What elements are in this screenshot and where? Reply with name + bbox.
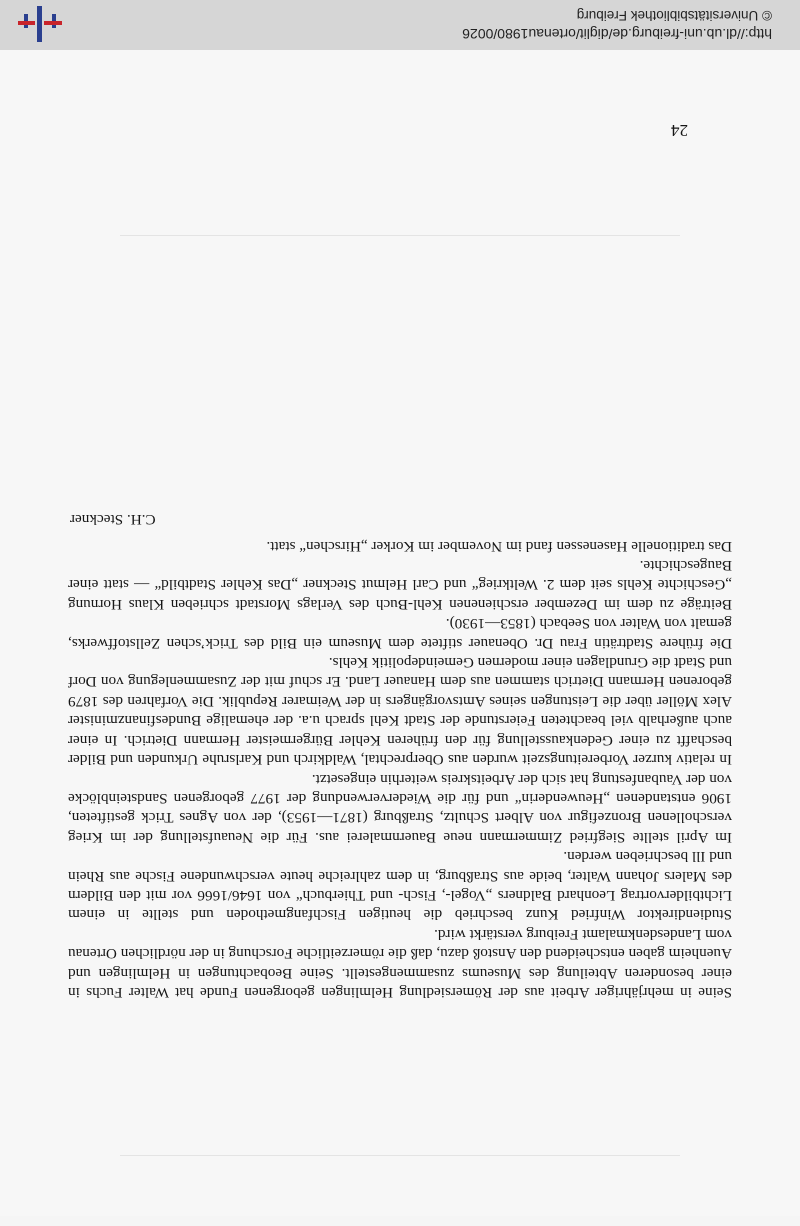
show-through-line [120, 1155, 680, 1156]
footer-bar [0, 0, 800, 50]
paragraph: Die frühere Stadträtin Frau Dr. Obenauer stiftete dem Museum ein Bild des Trick’schen Zellstoffwerks, gemalt von Walter von Seebach (1853—1930). [68, 615, 732, 652]
paragraph: Im April stellte Siegfried Zimmermann neue Bauernmalerei aus. Für die Neuaufstellung der im Krieg verschollenen Bronzefigur von Albert Schultz, Straßburg (1871—1953), der von Agnes Trick gestifteten, 1906 entstandenen „Heuwenderin“ und für die Wiederverwendung der 1977 geborgenen Sandsteinblöcke von der Vaubanfestung hat sich der Arbeitskreis weiterhin eingesetzt. [68, 770, 732, 846]
paragraph: Das traditionelle Hasenessen fand im November im Korker „Hirschen“ statt. [266, 537, 732, 555]
paragraph: Seine in mehrjähriger Arbeit aus der Römersiedlung Helmlingen geborgenen Funde hat Walter Fuchs in einer besonderen Abteilung des Museums zusammengestellt. Seine Beobachtungen in Helmlingen und Auenheim gaben entscheidend den Anstoß dazu, daß die römerzeitliche Forschung in der nördlichen Ortenau vom Landesdenkmalamt Freiburg verstärkt wird. [68, 925, 732, 1001]
author-signature: C.H. Steckner [70, 511, 156, 529]
article-body [68, 510, 732, 1002]
footer-url-link[interactable]: http://dl.ub.uni-freiburg.de/diglit/ortenau1980/0026 [462, 26, 772, 42]
university-library-logo-icon [18, 6, 62, 42]
paragraph: Studiendirektor Winfried Kunz beschrieb die heutigen Fischfangmethoden und stellte in einem Lichtbildervortrag Leonhard Baldners „Vogel-, Fisch- und Thierbuch“ von 1646/1666 vor mit den Bildern des Malers Johann Walter, beide aus Straßburg, in dem zahlreiche heute verschwundene Fische aus Rhein und Ill beschrieben werden. [68, 848, 732, 924]
show-through-line [120, 235, 680, 236]
paragraph: Beiträge zu dem im Dezember erschienenen Kehl-Buch des Verlags Morstadt schrieben Klaus Hornung „Geschichte Kehls seit dem 2. Weltkrieg“ und Carl Helmut Steckner „Das Kehler Stadtbild“ — statt einer Baugeschichte. [68, 557, 732, 613]
document-page [0, 50, 800, 1216]
footer-copyright: © Universitätsbibliothek Freiburg [576, 8, 772, 23]
page-number: 24 [671, 121, 688, 140]
paragraph: In relativ kurzer Vorbereitungszeit wurden aus Oberprechtal, Waldkirch und Karlsruhe Urkunden und Bilder beschafft zu einer Gedenkausstellung für den früheren Kehler Bürgermeister Hermann Dietrich. In einer auch außerhalb viel beachteten Feierstunde der Stadt Kehl sprach u.a. der ehemalige Bundesfinanzminister Alex Möller über die Leistungen seines Amtsvorgängers in der Weimarer Republik. Die Vorfahren des 1879 geborenen Hermann Dietrich stammen aus dem Hanauer Land. Er schuf mit der Zusammenlegung von Dorf und Stadt die Grundlagen einer modernen Gemeindepolitik Kehls. [68, 654, 732, 769]
